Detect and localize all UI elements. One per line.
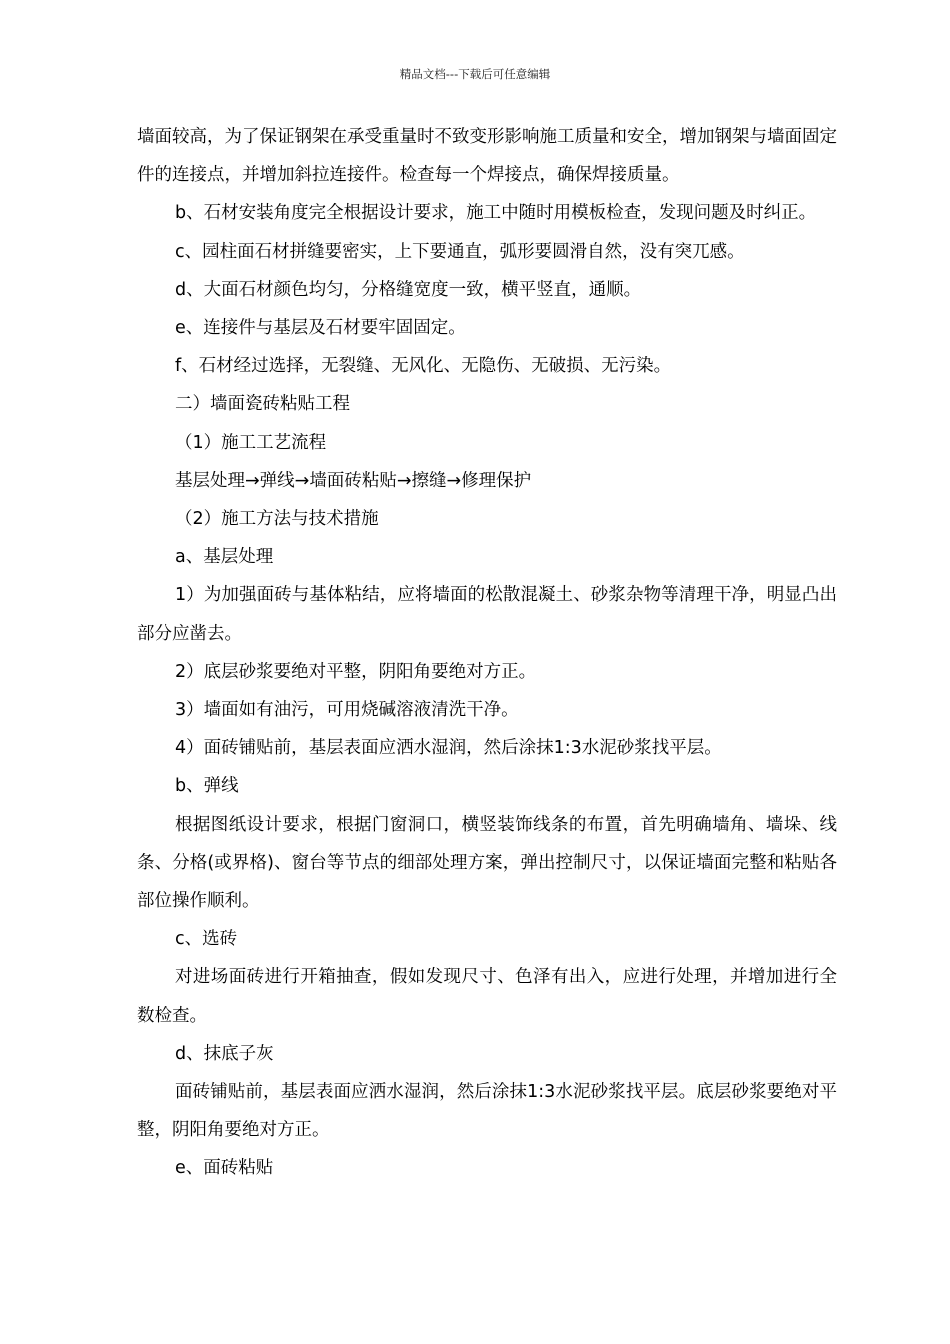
paragraph-f-stone-selection: f、石材经过选择，无裂缝、无风化、无隐伤、无破损、无污染。 [175, 356, 672, 377]
paragraph-1-cleaning: 1）为加强面砖与基体粘结，应将墙面的松散混凝土、砂浆杂物等清理干净，明显凸出部分应凿去。 [137, 585, 837, 644]
paragraph-3-oil-stains: 3）墙面如有油污，可用烧碱溶液清洗干净。 [175, 700, 519, 721]
item-d-base-plaster: d、抹底子灰 [175, 1043, 274, 1064]
document-body [137, 118, 837, 1188]
paragraph-process-steps: 基层处理→弹线→墙面砖粘贴→擦缝→修理保护 [175, 470, 532, 491]
paragraph-steel-frame: 墙面较高，为了保证钢架在承受重量时不致变形影响施工质量和安全，增加钢架与墙面固定件的连接点，并增加斜拉连接件。检查每一个焊接点，确保焊接质量。 [137, 127, 837, 186]
subheading-process-flow: （1）施工工艺流程 [175, 432, 327, 453]
paragraph-d-stone-color: d、大面石材颜色均匀，分格缝宽度一致，横平竖直，通顺。 [175, 279, 642, 300]
paragraph-b-stone-angle: b、石材安装角度完全根据设计要求，施工中随时用模板检查，发现问题及时纠正。 [175, 203, 817, 224]
paragraph-e-connectors: e、连接件与基层及石材要牢固固定。 [175, 318, 466, 339]
paragraph-2-flatness: 2）底层砂浆要绝对平整，阴阳角要绝对方正。 [175, 661, 537, 682]
item-c-tile-selection: c、选砖 [175, 929, 238, 950]
paragraph-tile-inspection: 对进场面砖进行开箱抽查，假如发现尺寸、色泽有出入，应进行处理，并增加进行全数检查。 [137, 967, 837, 1026]
item-a-base-treatment: a、基层处理 [175, 547, 274, 568]
section-heading-tile-work: 二）墙面瓷砖粘贴工程 [175, 394, 350, 415]
paragraph-4-wetting: 4）面砖铺贴前，基层表面应洒水湿润，然后涂抹1:3水泥砂浆找平层。 [175, 738, 722, 759]
paragraph-line-marking: 根据图纸设计要求，根据门窗洞口，横竖装饰线条的布置，首先明确墙角、墙垛、线条、分格(或界格)、窗台等节点的细部处理方案，弹出控制尺寸，以保证墙面完整和粘贴各部位操作顺利。 [137, 814, 837, 912]
paragraph-c-column-joints: c、园柱面石材拼缝要密实，上下要通直，弧形要圆滑自然，没有突兀感。 [175, 241, 745, 262]
paragraph-base-plaster: 面砖铺贴前，基层表面应洒水湿润，然后涂抹1:3水泥砂浆找平层。底层砂浆要绝对平整，阴阳角要绝对方正。 [137, 1082, 837, 1141]
subheading-methods: （2）施工方法与技术措施 [175, 509, 379, 530]
page-header: 精品文档---下载后可任意编辑 [399, 67, 551, 81]
item-b-line-marking: b、弹线 [175, 776, 239, 797]
item-e-tile-pasting: e、面砖粘贴 [175, 1158, 274, 1179]
